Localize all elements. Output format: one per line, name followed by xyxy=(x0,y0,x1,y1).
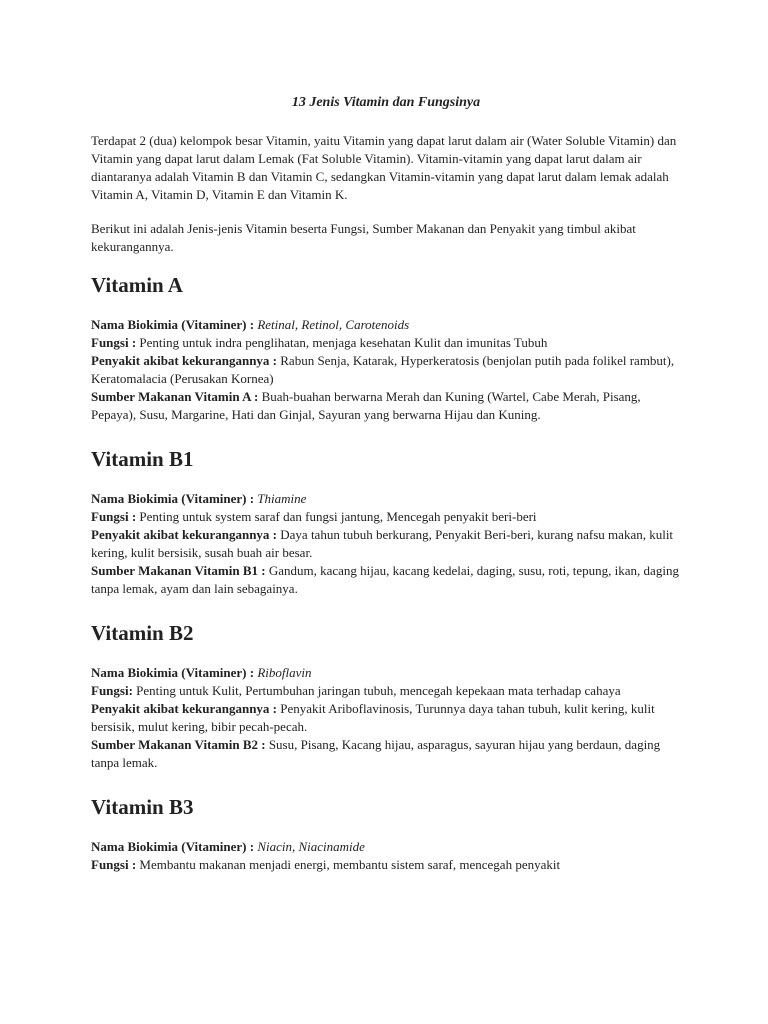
field-label: Sumber Makanan Vitamin A : xyxy=(91,389,262,404)
field-label: Nama Biokimia (Vitaminer) : xyxy=(91,317,258,332)
field-food-source xyxy=(91,562,681,598)
field-food-source xyxy=(91,736,681,772)
field-label: Nama Biokimia (Vitaminer) : xyxy=(91,839,258,854)
field-deficiency xyxy=(91,700,681,736)
intro-paragraph: Berikut ini adalah Jenis-jenis Vitamin beserta Fungsi, Sumber Makanan dan Penyakit yang timbul akibat kekurangannya. xyxy=(91,221,636,254)
document-page xyxy=(91,94,681,896)
field-value: Penting untuk system saraf dan fungsi jantung, Mencegah penyakit beri-beri xyxy=(139,509,537,524)
field-label: Fungsi: xyxy=(91,683,137,698)
vitamin-section xyxy=(91,272,681,424)
field-deficiency xyxy=(91,526,681,562)
field-food-source xyxy=(91,388,681,424)
field-value: Penting untuk indra penglihatan, menjaga kesehatan Kulit dan imunitas Tubuh xyxy=(139,335,548,350)
document-title: 13 Jenis Vitamin dan Fungsinya xyxy=(291,95,481,110)
field-label: Nama Biokimia (Vitaminer) : xyxy=(91,491,258,506)
field-label: Nama Biokimia (Vitaminer) : xyxy=(91,665,258,680)
field-value: Gandum, kacang hijau, kacang kedelai, daging, susu, roti, tepung, ikan, daging tanpa lemak, ayam dan lain sebagainya. xyxy=(91,563,679,596)
field-label: Sumber Makanan Vitamin B1 : xyxy=(91,563,269,578)
field-label: Sumber Makanan Vitamin B2 : xyxy=(91,737,269,752)
field-label: Penyakit akibat kekurangannya : xyxy=(91,353,281,368)
field-value: Penyakit Ariboflavinosis, Turunnya daya tahan tubuh, kulit kering, kulit bersisik, mulut kering, bibir pecah-pecah. xyxy=(91,701,655,734)
field-function xyxy=(91,334,681,352)
field-value: Retinal, Retinol, Carotenoids xyxy=(257,317,410,332)
field-label: Penyakit akibat kekurangannya : xyxy=(91,701,281,716)
field-label: Fungsi : xyxy=(91,335,140,350)
field-label: Fungsi : xyxy=(91,857,140,872)
field-value: Membantu makanan menjadi energi, membantu sistem saraf, mencegah penyakit xyxy=(139,857,561,872)
field-function xyxy=(91,682,681,700)
field-biochemical-name xyxy=(91,664,681,682)
field-value: Buah-buahan berwarna Merah dan Kuning (Wartel, Cabe Merah, Pisang, Pepaya), Susu, Margarine, Hati dan Ginjal, Sayuran yang berwarna Hijau dan Kuning. xyxy=(91,389,641,422)
field-value: Penting untuk Kulit, Pertumbuhan jaringan tubuh, mencegah kepekaan mata terhadap cahaya xyxy=(136,683,621,698)
field-value: Niacin, Niacinamide xyxy=(257,839,365,854)
section-heading: Vitamin A xyxy=(91,273,183,297)
field-biochemical-name xyxy=(91,490,681,508)
field-function xyxy=(91,508,681,526)
field-deficiency xyxy=(91,352,681,388)
vitamin-section xyxy=(91,794,681,874)
field-value: Daya tahun tubuh berkurang, Penyakit Beri-beri, kurang nafsu makan, kulit kering, kulit bersisik, susah buah air besar. xyxy=(91,527,674,560)
field-value: Susu, Pisang, Kacang hijau, asparagus, sayuran hijau yang berdaun, daging tanpa lemak. xyxy=(91,737,661,770)
field-label: Fungsi : xyxy=(91,509,140,524)
field-value: Thiamine xyxy=(257,491,307,506)
vitamin-section xyxy=(91,620,681,772)
section-heading: Vitamin B2 xyxy=(91,621,194,645)
section-heading: Vitamin B1 xyxy=(91,447,194,471)
vitamin-section xyxy=(91,446,681,598)
intro-paragraph: Terdapat 2 (dua) kelompok besar Vitamin, yaitu Vitamin yang dapat larut dalam air (Water Soluble Vitamin) dan Vitamin yang dapat larut dalam Lemak (Fat Soluble Vitamin). Vitamin-vitamin yang dapat larut dalam air diantaranya adalah Vitamin B dan Vitamin C, sedangkan Vitamin-vitamin yang dapat larut dalam lemak adalah Vitamin A, Vitamin D, Vitamin E dan Vitamin K. xyxy=(91,133,677,202)
field-value: Riboflavin xyxy=(257,665,312,680)
section-heading: Vitamin B3 xyxy=(91,795,194,819)
field-label: Penyakit akibat kekurangannya : xyxy=(91,527,281,542)
field-function xyxy=(91,856,681,874)
field-biochemical-name xyxy=(91,316,681,334)
field-biochemical-name xyxy=(91,838,681,856)
field-value: Rabun Senja, Katarak, Hyperkeratosis (benjolan putih pada folikel rambut), Keratomalacia (Perusakan Kornea) xyxy=(91,353,675,386)
